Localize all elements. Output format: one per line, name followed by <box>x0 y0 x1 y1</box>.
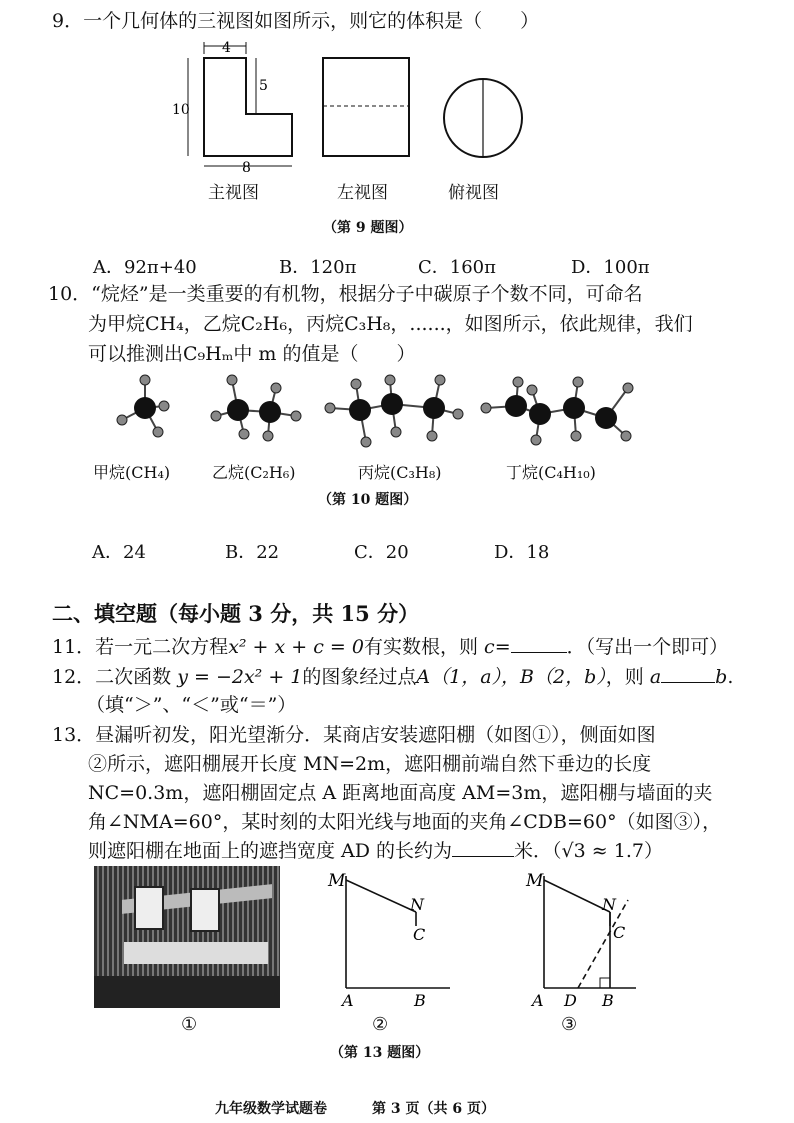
carbon-atoms <box>134 393 617 429</box>
fig-label-2: ② <box>372 1014 389 1035</box>
q11-equation: x² + x + c = 0 <box>228 636 364 658</box>
label-propane: 丙烷(C₃H₈) <box>358 463 442 482</box>
left-view <box>323 58 409 156</box>
q12-then: ，则 <box>605 666 644 688</box>
q12-answer-blank <box>661 662 715 683</box>
fig-label-1: ① <box>181 1014 198 1035</box>
q10-option-a: A．24 <box>92 542 146 563</box>
view-left-label: 左视图 <box>337 183 388 203</box>
q12-points: A（1，a），B（2，b） <box>416 666 606 688</box>
q13-answer-blank <box>452 836 514 857</box>
q12: 12．二次函数 y = −2x² + 1的图象经过点A（1，a），B（2，b），则 a b. <box>52 662 733 692</box>
dim-left: 10 <box>172 102 190 118</box>
view-front-label: 主视图 <box>208 183 259 203</box>
q11-post: ．（写出一个即可） <box>566 636 729 658</box>
q13-line2: ②所示，遮阳棚展开长度 MN=2m，遮阳棚前端自然下垂边的长度 <box>88 753 652 775</box>
awning-photo <box>94 866 280 1008</box>
q10-line2: 为甲烷CH₄，乙烷C₂H₆，丙烷C₃H₈，......，如图所示，依此规律，我们 <box>88 313 693 335</box>
fig3-label-b: B <box>602 991 614 1010</box>
fig3-label-d: D <box>564 991 577 1010</box>
q12-line2: （填“＞”、“＜”或“＝”） <box>86 694 297 716</box>
q11-eqsign: = <box>494 636 511 658</box>
front-view <box>188 42 292 166</box>
q12-b: b <box>715 666 728 688</box>
fig2-label-n: N <box>410 895 424 914</box>
q13-line4: 角∠NMA=60°，某时刻的太阳光线与地面的夹角∠CDB=60°（如图③）， <box>88 811 722 833</box>
molecule-figure <box>100 370 660 460</box>
q9-option-d: D．100π <box>571 257 650 278</box>
q9-option-c: C．160π <box>418 257 496 278</box>
fig2-label-m: M <box>328 871 346 891</box>
q10-line3: 可以推测出C₉Hₘ中 m 的值是（ ） <box>88 343 416 365</box>
dim-right: 5 <box>259 78 268 94</box>
q10-caption: （第 10 题图） <box>318 492 418 508</box>
q10-line1: 10．“烷烃”是一类重要的有机物，根据分子中碳原子个数不同，可命名 <box>48 283 643 305</box>
q10-option-b: B．22 <box>225 542 280 563</box>
label-methane: 甲烷(CH₄) <box>93 463 171 482</box>
label-butane: 丁烷(C₄H₁₀) <box>506 463 596 482</box>
awning-side-view <box>320 866 460 1016</box>
q13-line1: 13．昼漏听初发，阳光望渐分．某商店安装遮阳棚（如图①），侧面如图 <box>52 724 656 746</box>
q13-line5 <box>88 836 663 866</box>
q12-equation: y = −2x² + 1 <box>177 666 303 688</box>
q13-line5-pre: 则遮阳棚在地面上的遮挡宽度 AD 的长约为 <box>88 840 453 862</box>
fig3-label-a: A <box>532 991 544 1010</box>
awning-light-view <box>518 866 658 1016</box>
q13-caption: （第 13 题图） <box>330 1045 430 1061</box>
q10-option-d: D．18 <box>494 542 550 563</box>
fig2-label-a: A <box>342 991 354 1010</box>
fig2-label-c: C <box>413 925 426 944</box>
q11-var: c <box>484 636 495 658</box>
q12-pre: 12．二次函数 <box>52 666 178 688</box>
q9-three-views <box>170 38 550 178</box>
q10-option-c: C．20 <box>354 542 409 563</box>
q13-line5-post: 米．（√3 ≈ 1.7） <box>514 840 663 862</box>
q9-option-a: A．92π+40 <box>93 257 197 278</box>
q11-answer-blank <box>511 632 567 653</box>
q13-line3: NC=0.3m，遮阳棚固定点 A 距离地面高度 AM=3m，遮阳棚与墙面的夹 <box>88 782 713 804</box>
dim-bottom: 8 <box>242 160 251 176</box>
footer-left: 九年级数学试题卷 <box>215 1101 327 1117</box>
q12-mid: 的图象经过点 <box>302 666 417 688</box>
section-title: 二、填空题（每小题 3 分，共 15 分） <box>52 601 420 626</box>
dim-top: 4 <box>222 40 231 56</box>
fig2-label-b: B <box>414 991 426 1010</box>
fig3-label-n: N <box>602 895 616 914</box>
footer-right: 第 3 页（共 6 页） <box>372 1101 495 1117</box>
label-ethane: 乙烷(C₂H₆) <box>212 463 296 482</box>
q9-text: 9．一个几何体的三视图如图所示，则它的体积是（ ） <box>52 10 540 32</box>
fig3-label-c: C <box>613 923 626 942</box>
q11 <box>52 632 728 662</box>
top-view <box>444 79 522 157</box>
view-top-label: 俯视图 <box>448 183 499 203</box>
q11-mid: 有实数根，则 <box>363 636 478 658</box>
q12-a: a <box>649 666 662 688</box>
fig-label-3: ③ <box>561 1014 578 1035</box>
fig3-label-m: M <box>526 871 544 891</box>
q9-option-b: B．120π <box>279 257 357 278</box>
q11-pre: 11．若一元二次方程 <box>52 636 229 658</box>
q9-caption: （第 9 题图） <box>323 220 413 236</box>
